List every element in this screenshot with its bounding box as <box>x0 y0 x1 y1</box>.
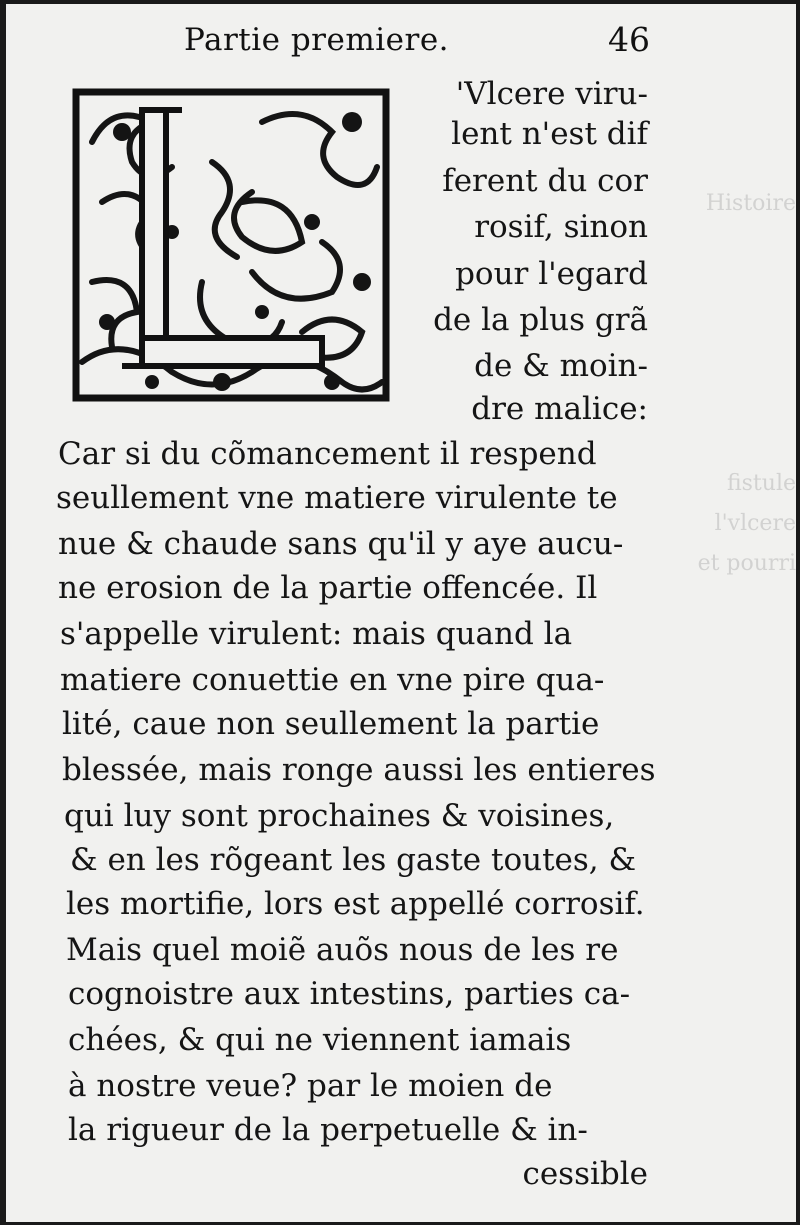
bleed-line: et pourri <box>697 551 796 576</box>
text-line: les mortifie, lors est appellé corrosif. <box>66 886 645 922</box>
text-line: & en les rõgeant les gaste toutes, & <box>70 842 637 878</box>
text-line: pour l'egard <box>455 256 648 292</box>
text-line: lent n'est dif <box>451 116 648 152</box>
text-line: matiere conuettie en vne pire qua- <box>60 662 605 698</box>
text-line: à nostre veue? par le moien de <box>68 1068 553 1104</box>
bleed-line: l'vlcere <box>714 511 796 536</box>
text-line: blessée, mais ronge aussi les entieres <box>62 752 656 788</box>
text-line: la rigueur de la perpetuelle & in- <box>68 1112 588 1148</box>
running-title: Partie premiere. <box>184 22 450 58</box>
text-line: dre malice: <box>471 391 648 427</box>
bleed-line: fistule <box>726 471 796 496</box>
text-line: 'Vlcere viru- <box>455 76 648 112</box>
text-line: rosif, sinon <box>474 209 648 245</box>
text-line: nue & chaude sans qu'il y aye aucu- <box>58 526 624 562</box>
text-line: ne erosion de la partie offencée. Il <box>58 570 598 606</box>
text-line: Mais quel moiẽ auõs nous de les re <box>66 932 619 968</box>
text-line: ferent du cor <box>442 163 648 199</box>
text-line: de la plus grã <box>433 302 648 338</box>
woodcut-initial-L-icon <box>62 82 398 412</box>
text-line: cognoistre aux intestins, parties ca- <box>68 976 631 1012</box>
bleed-through-text <box>646 184 796 744</box>
page-number: 46 <box>608 20 650 59</box>
text-line: Car si du cõmancement il respend <box>58 436 597 472</box>
text-line: lité, caue non seullement la partie <box>62 706 600 742</box>
text-line: s'appelle virulent: mais quand la <box>60 616 573 652</box>
book-page <box>6 4 796 1222</box>
bleed-line: Histoire <box>705 191 796 216</box>
text-line: cessible <box>522 1156 648 1192</box>
text-line: seullement vne matiere virulente te <box>56 480 618 516</box>
page-header <box>184 18 654 68</box>
text-line: chées, & qui ne viennent iamais <box>68 1022 572 1058</box>
text-line: qui luy sont prochaines & voisines, <box>64 798 615 834</box>
text-line: de & moin- <box>474 348 648 384</box>
ornamental-initial <box>62 82 398 412</box>
